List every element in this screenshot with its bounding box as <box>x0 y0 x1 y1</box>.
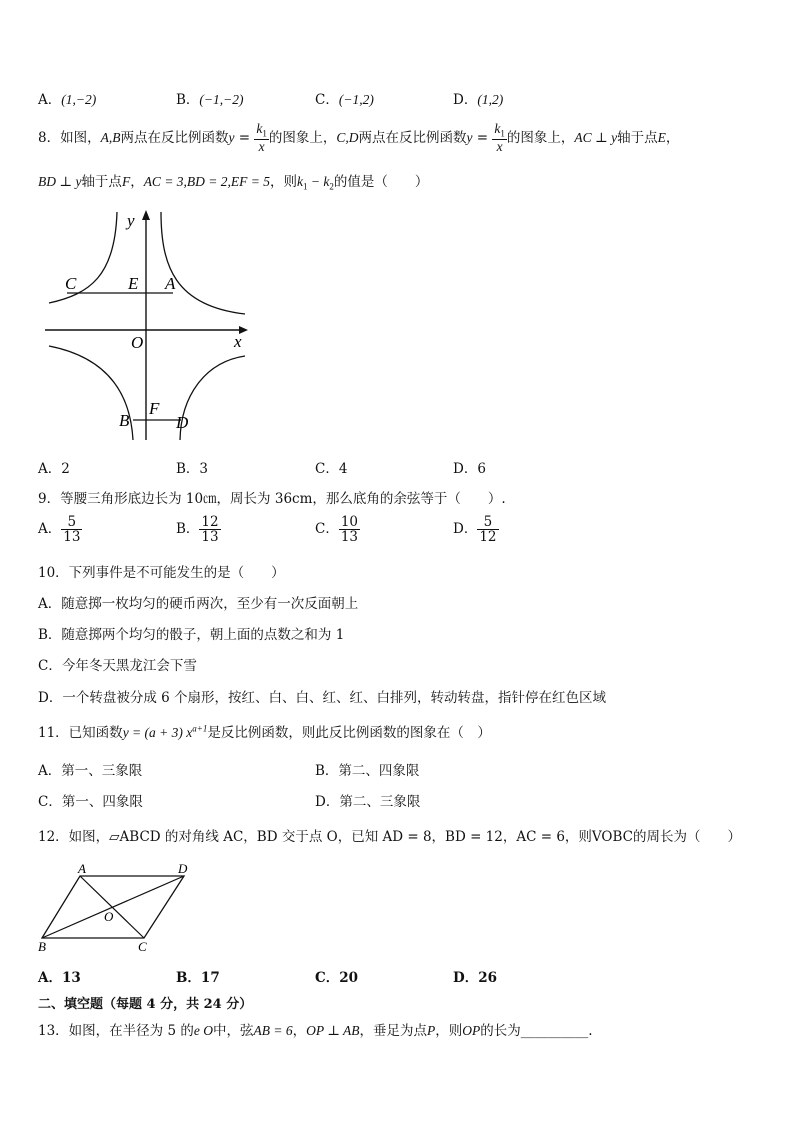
label-o: O <box>104 909 114 924</box>
q12-option-c: C．20 <box>315 970 359 986</box>
q9-option-a: A． $\frac{5}{13}$ <box>38 514 81 546</box>
label-c: C <box>138 939 147 954</box>
q7-option-a: A．(1,−2) <box>38 92 97 108</box>
q10-question: 10．下列事件是不可能发生的是（ ） <box>38 565 285 581</box>
k1-over-x-fraction-2: $\frac{k_1}{x}$ <box>494 121 505 155</box>
k1-over-x-fraction: $\frac{k_1}{x}$ <box>256 121 267 155</box>
label-a: A <box>165 274 176 293</box>
label-e: E <box>128 274 139 293</box>
label-x: x <box>234 332 242 351</box>
label-a: A <box>78 861 86 876</box>
q8-option-c: C．4 <box>315 461 348 477</box>
q7-option-d: D．(1,2) <box>453 92 504 108</box>
q12-question: 12．如图，▱ABCD 的对角线 AC，BD 交于点 O，已知 AD = 8，BD = 12，AC = 6，则VOBC的周长为（ ） <box>38 829 741 845</box>
branch-quadrant-1 <box>161 212 245 314</box>
q13-question: 13．如图，在半径为 5 的e O中，弦AB = 6，OP ⊥ AB，垂足为点P，则OP的长为__________. <box>38 1023 593 1039</box>
q8-question-line2: BD ⊥ y轴于点F，AC = 3,BD = 2,EF = 5，则$k_1 - k_2$的值是（ ） <box>38 174 429 192</box>
y-axis-arrow <box>142 210 150 220</box>
q10-option-d: D．一个转盘被分成 6 个扇形，按红、白、白、红、红、白排列，转动转盘，指针停在红色区域 <box>38 690 606 706</box>
label-b: B <box>119 411 130 430</box>
q7-option-b: B．(−1,−2) <box>176 92 244 108</box>
q11-option-c: C．第一、四象限 <box>38 794 143 810</box>
section-2-title: 二、填空题（每题 4 分，共 24 分） <box>38 997 253 1012</box>
q8-question-line1: 8．如图，A,B两点在反比例函数y = $\frac{k_1}{x}$ 的图象上，C,D两点在反比例函数y = $\frac{k_1}{x}$ 的图象上，AC ⊥ y轴于点E， <box>38 121 680 155</box>
q11-option-b: B．第二、四象限 <box>315 763 420 779</box>
q9-question: 9．等腰三角形底边长为 10㎝，周长为 36cm，那么底角的余弦等于（ ）. <box>38 491 506 507</box>
q11-question: 11．已知函数y = (a + 3) $x^{a+1}$是反比例函数，则此反比例函数的图象在（ ） <box>38 723 491 741</box>
q11-option-a: A．第一、三象限 <box>38 763 143 779</box>
label-d: D <box>176 413 189 432</box>
q9-option-d: D． $\frac{5}{12}$ <box>453 514 497 546</box>
q11-option-d: D．第二、三象限 <box>315 794 421 810</box>
q8-option-d: D．6 <box>453 461 486 477</box>
q7-option-c: C．(−1,2) <box>315 92 374 108</box>
label-b: B <box>38 939 46 954</box>
q10-option-b: B．随意掷两个均匀的骰子，朝上面的点数之和为 1 <box>38 627 345 643</box>
label-f: F <box>149 399 160 418</box>
k1-minus-k2: $k_1 - k_2$ <box>297 174 334 192</box>
q9-option-b: B． $\frac{12}{13}$ <box>176 514 219 546</box>
q12-option-b: B．17 <box>176 970 220 986</box>
label-y: y <box>127 211 135 230</box>
q9-option-c: C． $\frac{10}{13}$ <box>315 514 359 546</box>
diagonal-bd <box>42 876 184 938</box>
answer-blank[interactable]: __________ <box>520 1023 589 1039</box>
label-d: D <box>178 861 188 876</box>
q12-option-d: D．26 <box>453 970 498 986</box>
label-c: C <box>65 274 77 293</box>
q10-option-c: C．今年冬天黑龙江会下雪 <box>38 658 197 674</box>
q8-option-b: B．3 <box>176 461 209 477</box>
q8-hyperbola-figure <box>45 206 255 442</box>
branch-quadrant-2 <box>49 212 117 303</box>
branch-quadrant-4 <box>180 356 245 440</box>
q10-option-a: A．随意掷一枚均匀的硬币两次，至少有一次反面朝上 <box>38 596 359 612</box>
q12-parallelogram-figure <box>36 858 196 956</box>
label-o: O <box>131 333 144 352</box>
q12-option-a: A．13 <box>38 970 81 986</box>
q8-option-a: A．2 <box>38 461 70 477</box>
